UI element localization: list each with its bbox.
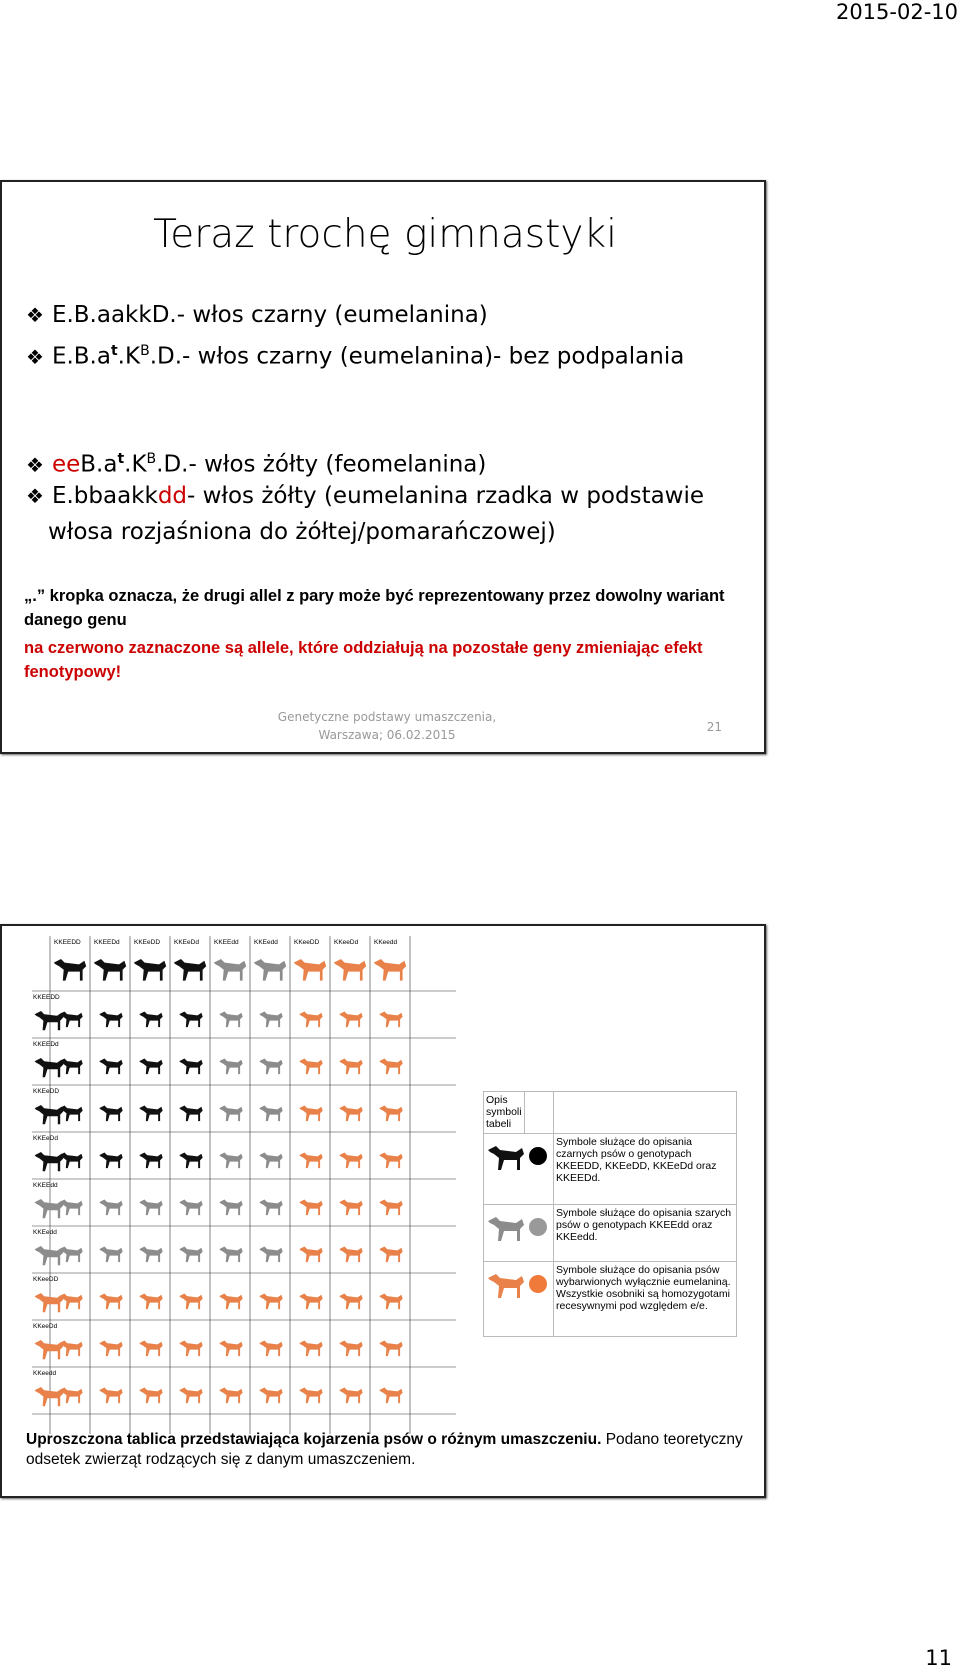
cell-dog-icon [339,1153,362,1169]
cell-dog-icon [259,1059,282,1075]
cell-dog-icon [59,1294,82,1310]
cell-dog-icon [299,1153,322,1169]
slide-number: 21 [706,720,722,734]
row-header-dog-icon [35,1340,64,1359]
bullet-4-line2: włosa rozjaśniona do żółtej/pomarańczowej) [48,519,556,545]
cell-dog-icon [179,1106,202,1122]
table-caption: Uproszczona tablica przedstawiająca kojarzenia psów o różnym umaszczeniu. Podano teoretyczny odsetek zwierząt rodzących się z danym umaszczeniem. [26,1431,743,1468]
cell-dog-icon [219,1388,242,1404]
cell-dog-icon [99,1341,122,1357]
cell-dog-icon [59,1106,82,1122]
cell-dog-icon [139,1388,162,1404]
cell-dog-icon [219,1153,242,1169]
row-header-label: KKeedd [33,1370,57,1377]
row-header-label: KKEeDd [33,1135,58,1142]
cell-dog-icon [179,1294,202,1310]
cell-dog-icon [179,1247,202,1263]
row-header-dog-icon [35,1387,64,1406]
cell-dog-icon [379,1153,402,1169]
slide-coat-table [0,924,766,1498]
cell-dog-icon [299,1247,322,1263]
column-header-dog-icon [214,959,246,981]
bullet-2: ❖ $E.B.a^t.K^B.D.-$ włos czarny (eumelanina)- bez podpalania [26,343,685,370]
cell-dog-icon [139,1059,162,1075]
cell-dog-icon [379,1341,402,1357]
column-header-dog-icon [334,959,366,981]
cell-dog-icon [299,1341,322,1357]
cell-dog-icon [179,1012,202,1028]
column-header-dog-icon [254,959,286,981]
slide-21 [0,180,766,754]
cell-dog-icon [299,1294,322,1310]
cell-dog-icon [219,1059,242,1075]
row-header-dog-icon [35,1152,64,1171]
orange-dot-icon [529,1275,547,1293]
legend-orange-text: Symbole służące do opisania psów wybarwionych wyłącznie eumelaniną. Wszystkie osobniki są homozygotami recesywnymi pod względem e/e. [554,1262,737,1337]
column-header-label: KKEeDD [134,939,161,946]
cell-dog-icon [259,1153,282,1169]
cell-dog-icon [219,1106,242,1122]
cell-dog-icon [379,1247,402,1263]
bullet-1: ❖ E.B.aakkD.- włos czarny (eumelanina) [26,302,488,328]
column-header-label: KKEedd [254,939,278,946]
row-header-dog-icon [35,1011,64,1030]
cell-dog-icon [379,1106,402,1122]
bullet-3: ❖ $eeB.a^t.K^B.D.-$ włos żółty (feomelanina) [26,451,487,478]
cell-dog-icon [179,1388,202,1404]
cell-dog-icon [339,1294,362,1310]
cell-dog-icon [139,1294,162,1310]
grey-dog-icon [488,1217,524,1241]
legend-black-symbols [484,1134,554,1205]
column-header-dog-icon [54,959,86,981]
cell-dog-icon [179,1153,202,1169]
cell-dog-icon [139,1012,162,1028]
cell-dog-icon [59,1059,82,1075]
cell-dog-icon [139,1341,162,1357]
cell-dog-icon [99,1106,122,1122]
grey-dot-icon [529,1218,547,1236]
cell-dog-icon [139,1200,162,1216]
legend-grey-symbols [484,1205,554,1262]
cell-dog-icon [99,1012,122,1028]
cell-dog-icon [339,1388,362,1404]
row-header-dog-icon [35,1105,64,1124]
cell-dog-icon [139,1153,162,1169]
row-header-label: KKEEDD [33,994,60,1001]
diamond-bullet-icon: ❖ [26,484,44,508]
diamond-bullet-icon: ❖ [26,303,44,327]
cell-dog-icon [219,1012,242,1028]
column-header-dog-icon [134,959,166,981]
cell-dog-icon [259,1247,282,1263]
slide-footer: Genetyczne podstawy umaszczenia, Warszawa; 06.02.2015 [277,710,497,742]
column-header-dog-icon [374,959,406,981]
cell-dog-icon [99,1153,122,1169]
cell-dog-icon [99,1294,122,1310]
cell-dog-icon [379,1388,402,1404]
row-header-label: KKEEDd [33,1041,59,1048]
cell-dog-icon [259,1341,282,1357]
black-dot-icon [529,1147,547,1165]
cell-dog-icon [339,1059,362,1075]
mating-table-image [32,936,456,1434]
row-header-label: KKEedd [33,1229,57,1236]
legend-grey-text: Symbole służące do opisania szarych psów o genotypach KKEEdd oraz KKEedd. [554,1205,737,1262]
cell-dog-icon [99,1388,122,1404]
row-header-label: KKEeDD [33,1088,60,1095]
cell-dog-icon [99,1200,122,1216]
cell-dog-icon [219,1341,242,1357]
cell-dog-icon [179,1341,202,1357]
cell-dog-icon [179,1200,202,1216]
row-header-dog-icon [35,1293,64,1312]
cell-dog-icon [219,1294,242,1310]
row-header-dog-icon [35,1246,64,1265]
cell-dog-icon [339,1247,362,1263]
cell-dog-icon [59,1153,82,1169]
column-header-dog-icon [94,959,126,981]
page-number: 11 [925,1646,952,1670]
cell-dog-icon [59,1247,82,1263]
bullet-4: ❖ E.bbaakkdd- włos żółty (eumelanina rzadka w podstawie [26,483,705,509]
column-header-label: KKEEdd [214,939,239,946]
header-date: 2015-02-10 [835,0,958,24]
diamond-bullet-icon: ❖ [26,344,44,369]
row-header-label: KKEEdd [33,1182,58,1189]
cell-dog-icon [59,1200,82,1216]
cell-dog-icon [219,1200,242,1216]
legend-header: Opis symboli tabeli [484,1092,525,1134]
row-header-label: KKeeDD [33,1276,59,1283]
cell-dog-icon [339,1012,362,1028]
cell-dog-icon [99,1059,122,1075]
cell-dog-icon [59,1388,82,1404]
column-header-label: KKEEDd [94,939,120,946]
column-header-dog-icon [174,959,206,981]
column-header-label: KKeeDD [294,939,320,946]
cell-dog-icon [259,1388,282,1404]
cell-dog-icon [379,1294,402,1310]
cell-dog-icon [219,1247,242,1263]
cell-dog-icon [339,1341,362,1357]
cell-dog-icon [299,1200,322,1216]
column-header-label: KKEeDd [174,939,199,946]
legend-black-text: Symbole służące do opisania czarnych psów o genotypach KKEEDD, KKEeDD, KKEeDd oraz KKEEDd. [554,1134,737,1205]
cell-dog-icon [299,1012,322,1028]
cell-dog-icon [139,1247,162,1263]
row-header-dog-icon [35,1058,64,1077]
cell-dog-icon [259,1106,282,1122]
cell-dog-icon [299,1106,322,1122]
slide-title: Teraz trochę gimnastyki [153,212,617,257]
note-dot: „.” kropka oznacza, że drugi allel z pary może być reprezentowany przez dowolny wariant danego genu [24,587,725,629]
row-header-label: KKeeDd [33,1323,58,1330]
cell-dog-icon [139,1106,162,1122]
cell-dog-icon [59,1341,82,1357]
column-header-label: KKEEDD [54,939,81,946]
cell-dog-icon [379,1059,402,1075]
row-header-dog-icon [35,1199,64,1218]
note-red: na czerwono zaznaczone są allele, które oddziałują na pozostałe geny zmieniając efekt fenotypowy! [24,639,703,681]
cell-dog-icon [259,1200,282,1216]
cell-dog-icon [379,1012,402,1028]
orange-dog-icon [488,1274,524,1298]
column-header-label: KKeedd [374,939,398,946]
cell-dog-icon [259,1294,282,1310]
cell-dog-icon [259,1012,282,1028]
cell-dog-icon [339,1200,362,1216]
cell-dog-icon [379,1200,402,1216]
diamond-bullet-icon: ❖ [26,452,44,477]
legend-orange-symbols [484,1262,554,1337]
black-dog-icon [488,1146,524,1170]
cell-dog-icon [339,1106,362,1122]
column-header-dog-icon [294,959,326,981]
cell-dog-icon [299,1388,322,1404]
cell-dog-icon [299,1059,322,1075]
cell-dog-icon [59,1012,82,1028]
legend-table [483,1091,737,1337]
cell-dog-icon [179,1059,202,1075]
column-header-label: KKeeDd [334,939,359,946]
cell-dog-icon [99,1247,122,1263]
